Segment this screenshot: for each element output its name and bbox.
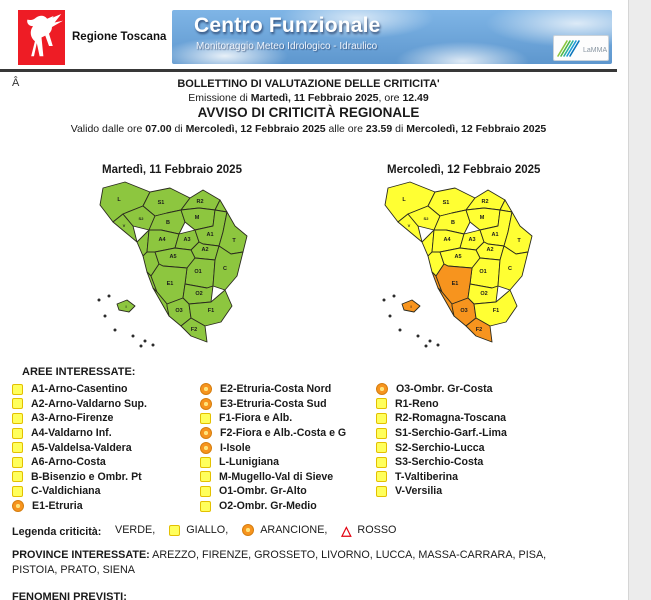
- yellow-square-icon: [12, 384, 23, 395]
- provinces-label: PROVINCE INTERESSATE:: [12, 549, 150, 561]
- text-segment: 12.49: [402, 92, 429, 104]
- yellow-square-icon: [12, 471, 23, 482]
- map-zone-label: A1: [491, 232, 499, 238]
- map-zone-label: S2: [423, 216, 429, 221]
- provinces-value: AREZZO, FIRENZE, GROSSETO, LIVORNO, LUCCA, MASSA-CARRARA, PISA, PISTOIA, PRATO, SIENA: [12, 549, 547, 576]
- area-item: [12, 484, 147, 499]
- notice-title: AVVISO DI CRITICITÀ REGIONALE: [197, 105, 420, 120]
- map-zone-label: A4: [158, 237, 166, 243]
- area-item: [376, 455, 507, 470]
- stray-character: Â: [12, 77, 20, 89]
- text-segment: di: [392, 123, 407, 135]
- areas-column-2: [200, 382, 346, 513]
- criticality-map-tuesday: [95, 180, 255, 355]
- map-zone-label: A2: [201, 247, 209, 253]
- map-zone-label: A5: [169, 254, 177, 260]
- text-segment: 07.00: [145, 123, 172, 135]
- map-zone-label: V: [122, 223, 126, 228]
- map-zone-label: A2: [486, 247, 494, 253]
- map-zone-label: M: [194, 215, 200, 221]
- area-item: [200, 397, 346, 412]
- map-zone-C: [498, 246, 528, 290]
- orange-circle-icon: [12, 500, 24, 512]
- yellow-square-icon: [200, 501, 211, 512]
- map-zone-label: A3: [183, 237, 191, 243]
- page-gutter: [628, 0, 651, 600]
- banner-title: Centro Funzionale: [194, 14, 381, 37]
- map-zone-label: L: [117, 197, 121, 203]
- provinces-line: [12, 548, 590, 578]
- yellow-square-icon: [376, 471, 387, 482]
- map-title-wednesday: Mercoledì, 12 Febbraio 2025: [387, 164, 541, 176]
- area-item: [376, 411, 507, 426]
- tuscany-zone-map: [380, 180, 540, 350]
- area-item-label: O2-Ombr. Gr-Medio: [219, 500, 317, 513]
- yellow-square-icon: [12, 398, 23, 409]
- area-item: [12, 397, 147, 412]
- map-islet-dot: [437, 344, 440, 347]
- legend-item: [242, 524, 327, 536]
- area-item: [12, 455, 147, 470]
- yellow-square-icon: [376, 413, 387, 424]
- legend-item: [341, 524, 396, 536]
- orange-circle-icon: [200, 427, 212, 439]
- map-zone-label: F2: [190, 327, 198, 333]
- text-segment: Valido dalle ore: [70, 123, 146, 135]
- area-item: [200, 382, 346, 397]
- area-item-label: A2-Arno-Valdarno Sup.: [31, 397, 147, 410]
- map-zone-label: V: [407, 223, 411, 228]
- map-islet-dot: [393, 295, 396, 298]
- header-divider: [0, 69, 617, 72]
- map-zone-label: L: [402, 197, 406, 203]
- area-item: [376, 426, 507, 441]
- text-segment: Emissione di: [188, 92, 251, 104]
- yellow-square-icon: [12, 413, 23, 424]
- map-islet-dot: [399, 329, 402, 332]
- legend-label: Legenda criticità:: [12, 526, 102, 538]
- map-zone-label: F1: [207, 308, 215, 314]
- map-zone-label: O2: [480, 291, 488, 297]
- area-item-label: S3-Serchio-Costa: [395, 456, 484, 469]
- text-segment: Mercoledì, 12 Febbraio 2025: [406, 123, 547, 135]
- map-zone-label: C: [508, 266, 512, 272]
- area-item-label: O3-Ombr. Gr-Costa: [396, 383, 493, 396]
- area-item-label: B-Bisenzio e Ombr. Pt: [31, 470, 142, 483]
- yellow-square-icon: [200, 457, 211, 468]
- map-islet-dot: [144, 340, 147, 343]
- map-zone-label: O2: [195, 291, 203, 297]
- map-zone-label: A1: [206, 232, 214, 238]
- areas-heading: AREE INTERESSATE:: [22, 366, 136, 378]
- map-zone-label: O3: [460, 308, 468, 314]
- banner-subtitle: Monitoraggio Meteo Idrologico - Idraulico: [196, 41, 378, 52]
- text-segment: , ore: [378, 92, 403, 104]
- area-item-label: S2-Serchio-Lucca: [395, 441, 485, 454]
- area-item-label: A6-Arno-Costa: [31, 456, 106, 469]
- area-item-label: E1-Etruria: [32, 500, 83, 513]
- map-islet-dot: [114, 329, 117, 332]
- area-item: [376, 397, 507, 412]
- area-item: [200, 470, 346, 485]
- lamma-logo: [553, 35, 609, 61]
- yellow-square-icon: [200, 486, 211, 497]
- map-islet-dot: [425, 345, 428, 348]
- yellow-square-icon: [376, 428, 387, 439]
- map-islet-dot: [140, 345, 143, 348]
- map-zone-label: A4: [443, 237, 451, 243]
- area-item-label: T-Valtiberina: [395, 470, 458, 483]
- map-zone-label: S1: [157, 200, 165, 206]
- yellow-square-icon: [376, 457, 387, 468]
- map-zone-label: S2: [138, 216, 144, 221]
- banner: [172, 10, 612, 64]
- bulletin-title: BOLLETTINO DI VALUTAZIONE DELLE CRITICITA': [177, 78, 440, 90]
- area-item-label: R1-Reno: [395, 397, 439, 410]
- emission-line: [0, 92, 617, 104]
- red-triangle-icon: △: [341, 522, 352, 538]
- yellow-square-icon: [169, 525, 180, 536]
- orange-circle-icon: [200, 442, 212, 454]
- map-islet-dot: [132, 335, 135, 338]
- lamma-stripes-icon: [554, 36, 608, 60]
- validity-line: [0, 123, 617, 135]
- legend-item-label: GIALLO,: [186, 524, 229, 536]
- yellow-square-icon: [12, 442, 23, 453]
- map-islet-dot: [152, 344, 155, 347]
- map-zone-label: T: [517, 238, 521, 244]
- map-zone-label: I: [125, 304, 127, 309]
- area-item: [200, 411, 346, 426]
- area-item-label: E2-Etruria-Costa Nord: [220, 383, 332, 396]
- fenomeni-previsti-label: FENOMENI PREVISTI:: [12, 591, 127, 600]
- map-zone-label: R2: [481, 199, 489, 205]
- yellow-square-icon: [376, 442, 387, 453]
- yellow-square-icon: [200, 413, 211, 424]
- area-item-label: A1-Arno-Casentino: [31, 383, 128, 396]
- map-title-tuesday: Martedì, 11 Febbraio 2025: [102, 164, 242, 176]
- text-segment: Martedì, 11 Febbraio 2025: [250, 92, 379, 104]
- map-islet-dot: [108, 295, 111, 298]
- region-label: Regione Toscana: [72, 31, 167, 43]
- area-item: [12, 426, 147, 441]
- map-zone-label: B: [451, 220, 455, 226]
- map-zone-label: A5: [454, 254, 462, 260]
- orange-circle-icon: [376, 383, 388, 395]
- area-item-label: A5-Valdelsa-Valdera: [31, 441, 132, 454]
- legend-item: [115, 524, 155, 536]
- area-item: [12, 411, 147, 426]
- text-segment: alle ore: [325, 123, 366, 135]
- text-segment: 23.59: [365, 123, 393, 135]
- map-zone-label: F1: [492, 308, 500, 314]
- map-zone-C: [213, 246, 243, 290]
- area-item-label: V-Versilia: [395, 485, 443, 498]
- area-item-label: F2-Fiora e Alb.-Costa e G: [220, 427, 347, 440]
- map-islet-dot: [383, 299, 386, 302]
- map-islet-dot: [417, 335, 420, 338]
- yellow-square-icon: [376, 486, 387, 497]
- legend-item-label: VERDE,: [115, 524, 156, 536]
- tuscany-zone-map: [95, 180, 255, 350]
- area-item-label: M-Mugello-Val di Sieve: [219, 470, 334, 483]
- map-zone-label: O1: [479, 269, 487, 275]
- map-zone-label: B: [166, 220, 170, 226]
- area-item: [200, 455, 346, 470]
- map-islet-dot: [104, 315, 107, 318]
- area-item-label: A3-Arno-Firenze: [31, 412, 114, 425]
- map-zone-label: O3: [175, 308, 183, 314]
- area-item: [200, 440, 346, 455]
- text-segment: Mercoledì, 12 Febbraio 2025: [185, 123, 326, 135]
- area-item: [376, 382, 507, 397]
- text-segment: di: [171, 123, 186, 135]
- area-item: [376, 484, 507, 499]
- map-zone-label: M: [479, 215, 485, 221]
- legend-item-label: ARANCIONE,: [260, 524, 328, 536]
- area-item-label: A4-Valdarno Inf.: [31, 427, 112, 440]
- yellow-square-icon: [12, 486, 23, 497]
- area-item-label: L-Lunigiana: [219, 456, 280, 469]
- map-islet-dot: [389, 315, 392, 318]
- legend-item-label: ROSSO: [357, 524, 397, 536]
- map-zone-label: T: [232, 238, 236, 244]
- area-item: [12, 470, 147, 485]
- area-item: [200, 484, 346, 499]
- area-item-label: S1-Serchio-Garf.-Lima: [395, 427, 507, 440]
- areas-column-3: [376, 382, 507, 499]
- area-item-label: F1-Fiora e Alb.: [219, 412, 293, 425]
- yellow-square-icon: [376, 398, 387, 409]
- criticality-map-wednesday: [380, 180, 540, 355]
- map-zone-label: A3: [468, 237, 476, 243]
- map-zone-label: C: [223, 266, 227, 272]
- area-item: [12, 382, 147, 397]
- area-item: [12, 440, 147, 455]
- map-zone-label: R2: [196, 199, 204, 205]
- map-zone-label: E1: [451, 281, 459, 287]
- map-islet-dot: [98, 299, 101, 302]
- regione-toscana-logo: [18, 10, 65, 65]
- area-item-label: O1-Ombr. Gr-Alto: [219, 485, 307, 498]
- area-item: [200, 499, 346, 514]
- area-item: [12, 499, 147, 514]
- area-item-label: C-Valdichiana: [31, 485, 101, 498]
- yellow-square-icon: [12, 457, 23, 468]
- lamma-label-text: LaMMA: [583, 47, 608, 54]
- map-zone-label: I: [410, 304, 412, 309]
- orange-circle-icon: [200, 383, 212, 395]
- area-item-label: I-Isole: [220, 441, 251, 454]
- orange-circle-icon: [242, 524, 254, 536]
- yellow-square-icon: [200, 471, 211, 482]
- area-item: [376, 440, 507, 455]
- area-item-label: E3-Etruria-Costa Sud: [220, 397, 327, 410]
- legend-items: [115, 524, 410, 536]
- areas-column-1: [12, 382, 147, 513]
- pegasus-icon: [18, 10, 65, 65]
- area-item-label: R2-Romagna-Toscana: [395, 412, 507, 425]
- yellow-square-icon: [12, 428, 23, 439]
- legend-item: [169, 524, 228, 536]
- area-item: [376, 470, 507, 485]
- map-zone-label: O1: [194, 269, 202, 275]
- area-item: [200, 426, 346, 441]
- map-zone-label: F2: [475, 327, 483, 333]
- map-zone-label: E1: [166, 281, 174, 287]
- map-islet-dot: [429, 340, 432, 343]
- map-zone-label: S1: [442, 200, 450, 206]
- orange-circle-icon: [200, 398, 212, 410]
